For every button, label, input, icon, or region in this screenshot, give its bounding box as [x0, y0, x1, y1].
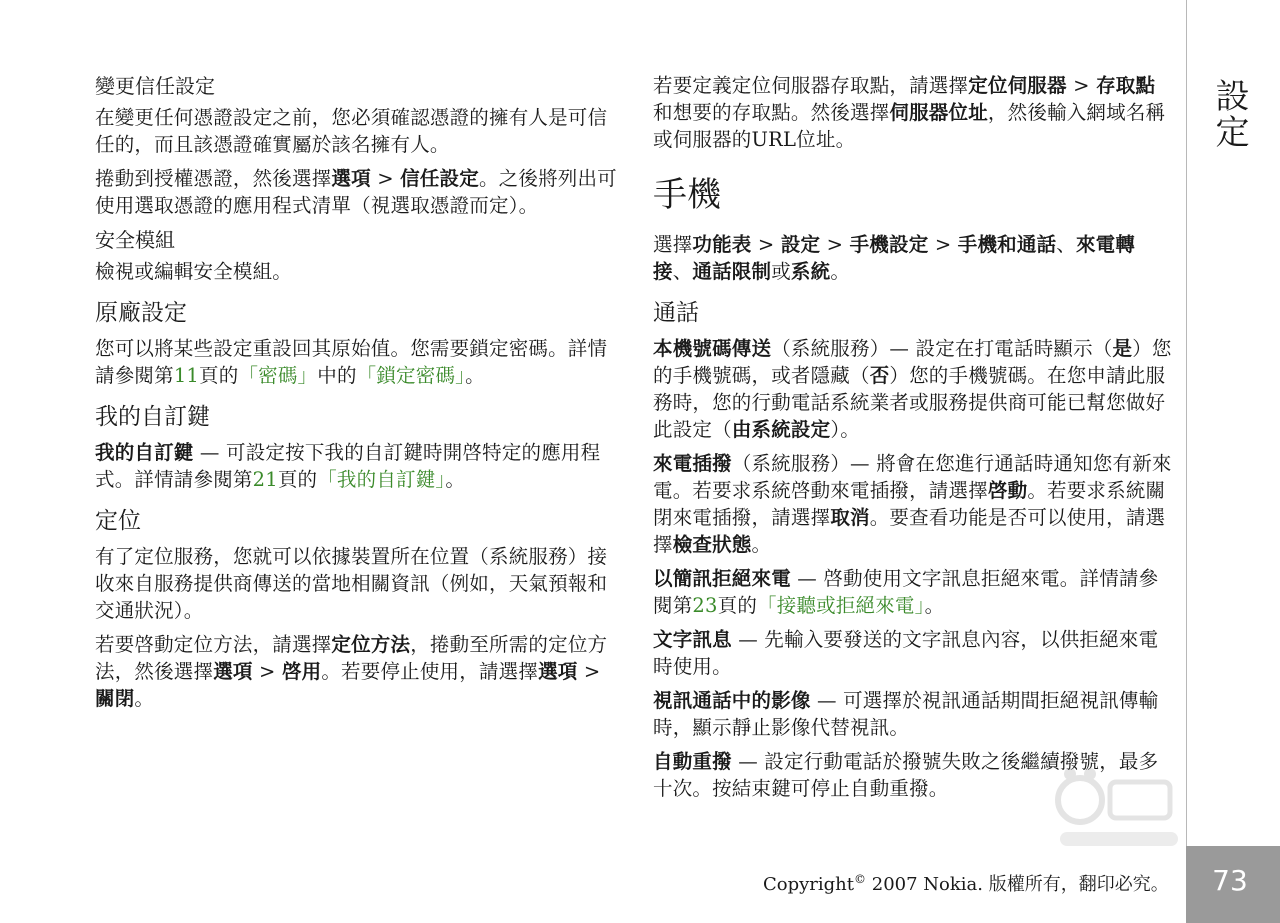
- right-column: [653, 72, 1173, 809]
- paragraph: 自動重撥 — 設定行動電話於撥號失敗之後繼續撥號，最多十次。按結束鍵可停止自動重撥。: [653, 750, 1159, 800]
- page-ref-link[interactable]: 23: [692, 594, 718, 617]
- cross-ref-link[interactable]: 「接聽或拒絕來電」: [757, 594, 925, 617]
- page-number: 73: [1212, 864, 1248, 897]
- paragraph: 若要啓動定位方法，請選擇定位方法，捲動至所需的定位方法，然後選擇選項 > 啓用。若要停止使用，請選擇選項 > 關閉。: [95, 633, 608, 710]
- paragraph: 若要定義定位伺服器存取點，請選擇定位伺服器 > 存取點和想要的存取點。然後選擇伺服器位址，然後輸入網域名稱或伺服器的URL位址。: [653, 74, 1166, 151]
- paragraph: 有了定位服務，您就可以依據裝置所在位置（系統服務）接收來自服務提供商傳送的當地相關資訊（例如，天氣預報和交通狀況）。: [95, 545, 608, 622]
- paragraph: 捲動到授權憑證，然後選擇選項 > 信任設定。之後將列出可使用選取憑證的應用程式清單（視選取憑證而定）。: [95, 167, 617, 217]
- paragraph: 您可以將某些設定重設回其原始值。您需要鎖定密碼。詳情請參閱第11頁的「密碼」中的「鎖定密碼」。: [95, 337, 608, 387]
- heading-my-own-key: 我的自訂鍵: [95, 404, 210, 430]
- heading-change-trust: 變更信任設定: [95, 74, 215, 98]
- cross-ref-link[interactable]: 「鎖定密碼」: [356, 364, 466, 387]
- heading-factory-settings: 原廠設定: [95, 300, 187, 326]
- paragraph: 在變更任何憑證設定之前，您必須確認憑證的擁有人是可信任的，而且該憑證確實屬於該名擁有人。: [95, 106, 608, 156]
- paragraph: 來電插撥（系統服務）— 將會在您進行通話時通知您有新來電。若要求系統啓動來電插撥，請選擇啓動。若要求系統關閉來電插撥，請選擇取消。要查看功能是否可以使用，請選擇檢查狀態。: [653, 452, 1172, 556]
- page-number-box: [1186, 846, 1280, 923]
- paragraph: 文字訊息 — 先輸入要發送的文字訊息內容，以供拒絕來電時使用。: [653, 628, 1159, 678]
- heading-positioning: 定位: [95, 508, 141, 534]
- watermark-logo: [1040, 760, 1180, 860]
- page-ref-link[interactable]: 11: [173, 364, 200, 387]
- paragraph: 以簡訊拒絕來電 — 啓動使用文字訊息拒絕來電。詳情請參閱第23頁的「接聽或拒絕來電」。: [653, 567, 1159, 617]
- paragraph: 選擇功能表 > 設定 > 手機設定 > 手機和通話、來電轉接、通話限制或系統。: [653, 233, 1136, 283]
- cross-ref-link[interactable]: 「我的自訂鍵」: [317, 468, 446, 491]
- paragraph: 本機號碼傳送（系統服務）— 設定在打電話時顯示（是）您的手機號碼，或者隱藏（否）您的手機號碼。在您申請此服務時，您的行動電話系統業者或服務提供商可能已幫您做好此設定（由系統設定）。: [653, 337, 1172, 441]
- page-ref-link[interactable]: 21: [252, 468, 278, 491]
- left-column: [95, 72, 620, 719]
- section-title-vertical: 設定: [1209, 78, 1249, 150]
- heading-phone: 手機: [653, 175, 721, 215]
- cross-ref-link[interactable]: 「密碼」: [238, 364, 318, 387]
- paragraph: 檢視或編輯安全模組。: [95, 260, 293, 283]
- heading-security-module: 安全模組: [95, 228, 175, 252]
- heading-call: 通話: [653, 300, 699, 326]
- paragraph: 視訊通話中的影像 — 可選擇於視訊通話期間拒絕視訊傳輸時，顯示靜止影像代替視訊。: [653, 689, 1159, 739]
- copyright-footer: Copyright© 2007 Nokia. 版權所有，翻印必究。: [763, 872, 1169, 895]
- paragraph: 我的自訂鍵 — 可設定按下我的自訂鍵時開啓特定的應用程式。詳情請參閱第21頁的「我的自訂鍵」。: [95, 441, 601, 491]
